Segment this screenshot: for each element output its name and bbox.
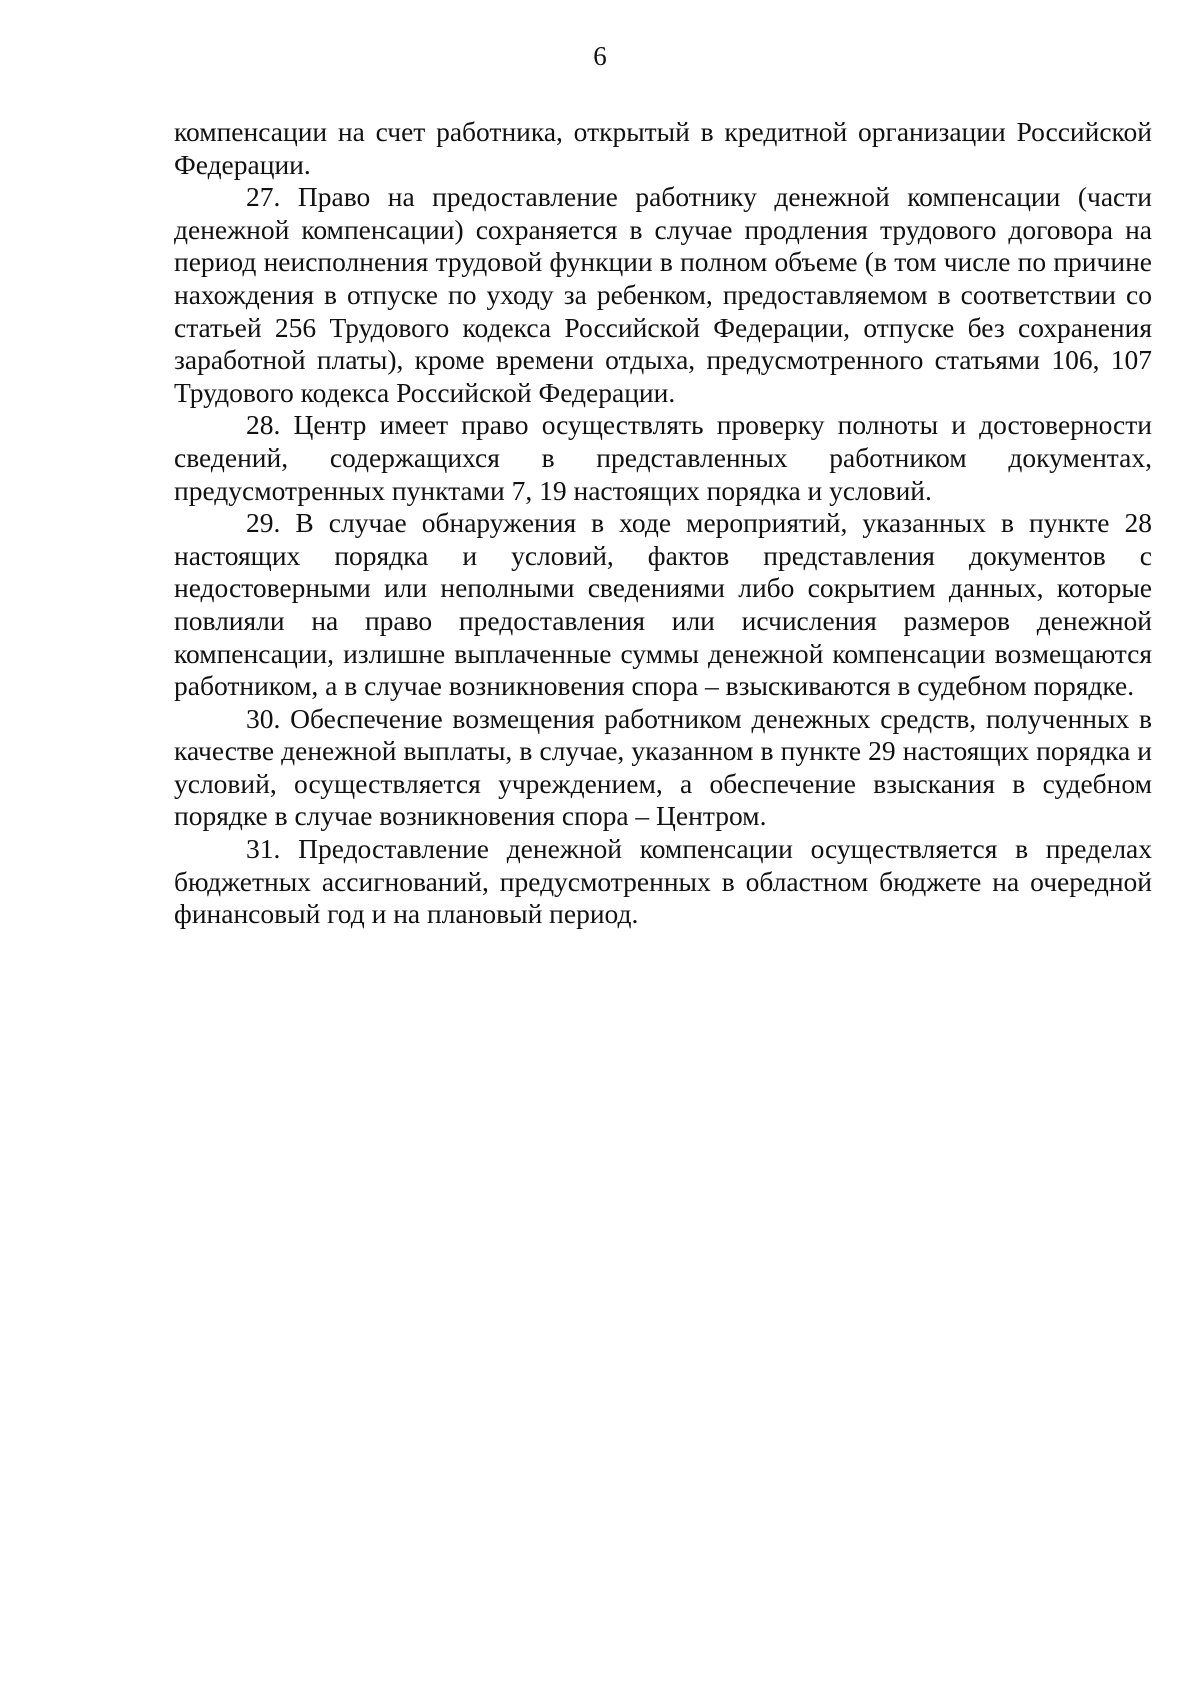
paragraph-continuation: компенсации на счет работника, открытый в кредитной организации Российской Федерации. <box>174 116 1152 180</box>
paragraph-28: 28. Центр имеет право осуществлять проверку полноты и достоверности сведений, содержащихся в представленных работником документах, предусмотренных пунктами 7, 19 настоящих порядка и условий. <box>174 409 1152 506</box>
paragraph-29: 29. В случае обнаружения в ходе мероприятий, указанных в пункте 28 настоящих порядка и условий, фактов представления документов с недостоверными или неполными сведениями либо сокрытием данных, которые повлияли на право предоставления или исчисления размеров денежной компенсации, излишне выплаченные суммы денежной компенсации возмещаются работником, а в случае возникновения спора – взыскиваются в судебном порядке. <box>174 507 1152 702</box>
page-number: 6 <box>593 41 607 71</box>
paragraph-31: 31. Предоставление денежной компенсации осуществляется в пределах бюджетных ассигнований, предусмотренных в областном бюджете на очередной финансовый год и на плановый период. <box>174 833 1152 930</box>
paragraph-30: 30. Обеспечение возмещения работником денежных средств, полученных в качестве денежной выплаты, в случае, указанном в пункте 29 настоящих порядка и условий, осуществляется учреждением, а обеспечение взыскания в судебном порядке в случае возникновения спора – Центром. <box>174 702 1152 832</box>
paragraph-27: 27. Право на предоставление работнику денежной компенсации (части денежной компенсации) сохраняется в случае продления трудового договора на период неисполнения трудовой функции в полном объеме (в том числе по причине нахождения в отпуске по уходу за ребенком, предоставляемом в соответствии со статьей 256 Трудового кодекса Российской Федерации, отпуске без сохранения заработной платы), кроме времени отдыха, предусмотренного статьями 106, 107 Трудового кодекса Российской Федерации. <box>174 181 1152 408</box>
document-body <box>174 116 1152 931</box>
